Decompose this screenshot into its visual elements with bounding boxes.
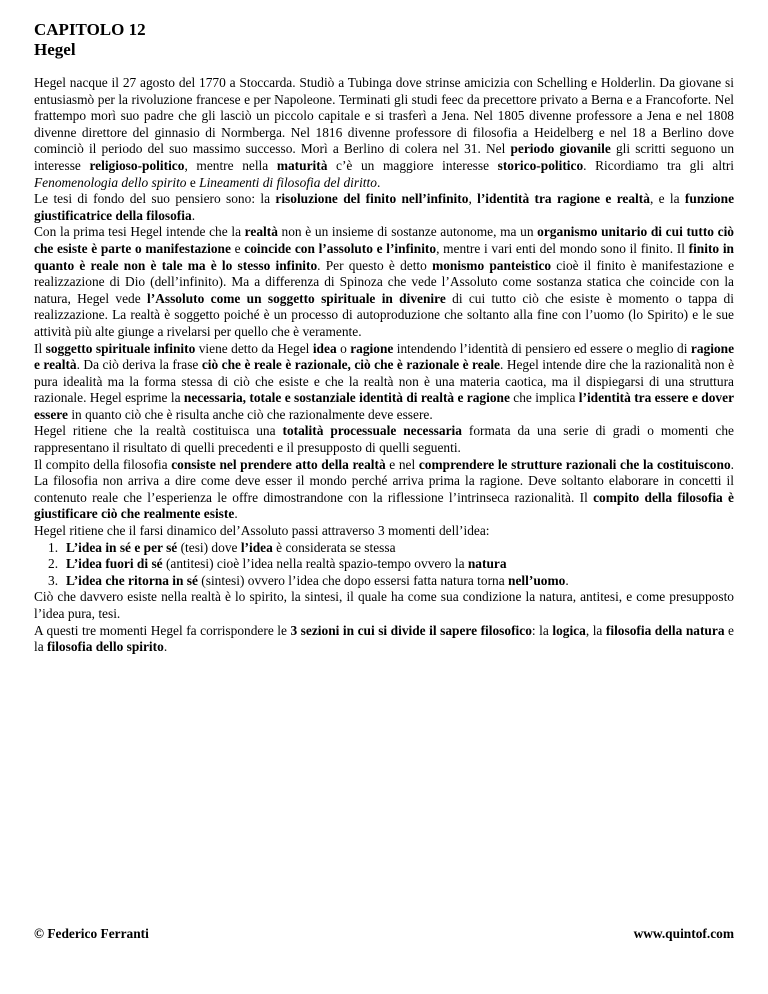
- bold-text: storico-politico: [497, 157, 584, 173]
- text-run: .: [234, 506, 238, 522]
- bold-text: risoluzione del finito nell’infinito: [275, 191, 469, 207]
- page-footer: [34, 926, 734, 942]
- text-run: Il: [34, 340, 46, 356]
- text-run: . Per questo è detto: [317, 257, 433, 273]
- list-number: 1.: [48, 539, 59, 555]
- text-run: . Hegel intende dire che la razionalità non è pura idealità ma la forma stessa di ciò che esiste e che la realtà non è una materia caotica, ma il dispiegarsi di una struttura razionale. Hegel esprime la: [34, 357, 735, 406]
- paragraph-three-sections: [34, 623, 734, 656]
- text-run: .: [565, 572, 569, 588]
- bold-text: L’idea fuori di sé: [66, 556, 163, 572]
- text-run: e: [230, 240, 245, 256]
- bold-text: necessaria, totale e sostanziale identità di realtà e ragione: [183, 390, 510, 406]
- text-run: Il compito della filosofia: [34, 456, 172, 472]
- bold-text: monismo panteistico: [432, 257, 552, 273]
- text-run: gli scritti seguono un interesse: [34, 141, 735, 173]
- bold-text: l’Assoluto come un soggetto spirituale in divenire: [147, 290, 446, 306]
- chapter-title: Hegel: [34, 40, 76, 59]
- bold-text: coincide con l’assoluto e l’infinito: [244, 240, 437, 256]
- text-run: intendendo l’identità di pensiero ed essere o meglio di: [393, 340, 691, 356]
- text-run: A questi tre momenti Hegel fa corrispondere le: [34, 622, 291, 638]
- text-run: .: [376, 174, 381, 190]
- text-run: (antitesi) cioè l’idea nella realtà spazio-tempo ovvero la: [162, 556, 468, 572]
- text-run: cioè il finito è manifestazione e realizzazione di Dio (dell’infinito). Ma a differenza di Spinoza che vede l’Assoluto come sostanza statica che coincide con la natura, Hegel vede: [34, 257, 735, 306]
- text-run: e nel: [385, 456, 419, 472]
- bold-text: realtà: [244, 224, 278, 240]
- bold-text: L’idea che ritorna in sé: [66, 572, 198, 588]
- text-run: viene detto da Hegel: [195, 340, 313, 356]
- document-page: [34, 20, 734, 656]
- bold-text: funzione giustificatrice della filosofia: [34, 191, 735, 223]
- bold-text: periodo giovanile: [510, 141, 611, 157]
- text-run: (sintesi) ovvero l’idea che dopo essersi fatta natura torna: [197, 572, 509, 588]
- text-run: , e la: [649, 191, 685, 207]
- text-run: ,: [468, 191, 478, 207]
- bold-text: 3 sezioni in cui si divide il sapere filosofico: [290, 622, 532, 638]
- text-run: in quanto ciò che è risulta anche ciò che razionalmente deve essere.: [67, 406, 433, 422]
- bold-text: nell’uomo: [508, 572, 566, 588]
- bold-text: filosofia della natura: [605, 622, 725, 638]
- bold-text: totalità processuale necessaria: [282, 423, 462, 439]
- text-run: Le tesi di fondo del suo pensiero sono: la: [34, 191, 276, 207]
- text-run: e: [186, 174, 200, 190]
- text-run: e la: [34, 622, 734, 655]
- bold-text: compito della filosofia è giustificare ciò che realmente esiste: [34, 489, 734, 522]
- list-item: [34, 556, 734, 573]
- text-run: : la: [531, 622, 553, 638]
- bold-text: l’identità tra essere e dover essere: [34, 390, 735, 422]
- bold-text: L’idea in sé e per sé: [66, 539, 178, 555]
- paragraph-philosophy-task: [34, 457, 734, 523]
- text-run: Hegel nacque il 27 agosto del 1770 a Stoccarda. Studiò a Tubinga dove strinse amicizia con Schelling e Holderlin. Da giovane si entusiasmò per la rivoluzione francese e per Napoleone. Terminati gli studi feec da precettore privato a Berna e a Francoforte. Nel frattempo morì suo padre che gli lasciò un piccolo capitale e si trasferì a Jena. Nel 1805 divenne professore a Jena e nel 1808 divenne direttore del ginnasio di Normberga. Nel 1816 divenne professore di filosofia a Heidelberg e nel 18 a Berlino dove cominciò il periodo del suo massimo successo. Morì a Berlino di colera nel 31. Nel: [34, 75, 734, 157]
- text-run: .: [163, 639, 168, 655]
- bold-text: organismo unitario di cui tutto ciò che esiste è parte o manifestazione: [34, 224, 734, 256]
- text-run: non è un insieme di sostanze autonome, ma un: [277, 224, 538, 240]
- bold-text: ragione: [350, 340, 394, 356]
- text-run: . Da ciò deriva la frase: [76, 357, 202, 373]
- text-run: , la: [585, 622, 606, 638]
- text-run: .: [191, 207, 196, 223]
- text-run: c’è un maggiore interesse: [327, 157, 498, 173]
- bold-text: finito in quanto è reale non è tale ma è lo stesso infinito: [34, 240, 734, 273]
- paragraph-spirit-synthesis: [34, 589, 734, 622]
- list-item: [34, 540, 734, 557]
- text-run: o: [336, 340, 351, 356]
- text-run: (tesi) dove: [177, 539, 241, 555]
- bold-text: consiste nel prendere atto della realtà: [171, 456, 386, 472]
- list-item: [34, 573, 734, 590]
- text-run: Ciò che davvero esiste nella realtà è lo spirito, la sintesi, il quale ha come sua condizione la natura, antitesi, e come presupposto l’idea pura, tesi.: [34, 589, 734, 621]
- text-run: Con la prima tesi Hegel intende che la: [34, 224, 245, 240]
- three-moments-list: [34, 540, 734, 590]
- paragraph-spiritual-subject: [34, 341, 734, 424]
- bold-text: comprendere le strutture razionali che la costituiscono: [418, 456, 731, 472]
- list-number: 3.: [48, 572, 59, 588]
- text-run: formata da una serie di gradi o momenti che rappresentano il risultato di quelli precedenti e il presupposto di quelli seguenti.: [34, 423, 734, 456]
- text-run: , mentre nella: [184, 157, 277, 173]
- bold-text: natura: [467, 556, 507, 572]
- text-run: . La filosofia non arriva a dire come deve esser il mondo perché arriva prima la ragione. Deve soltanto elaborare in concetti il contenuto reale che l’esperienza le offre dimostrandone con la riflessione l’intrinseca razionalità. Il: [34, 456, 735, 505]
- italic-text: Fenomenologia dello spirito: [34, 174, 187, 190]
- bold-text: ciò che è reale è razionale, ciò che è razionale è reale: [201, 357, 501, 373]
- bold-text: logica: [552, 622, 586, 638]
- chapter-number: CAPITOLO 12: [34, 20, 146, 39]
- text-run: Hegel ritiene che la realtà costituisca una: [34, 423, 283, 439]
- paragraph-three-moments-intro: [34, 523, 734, 540]
- text-run: che implica: [509, 390, 579, 406]
- footer-website: www.quintof.com: [633, 926, 734, 941]
- bold-text: religioso-politico: [89, 157, 185, 173]
- text-run: , mentre i vari enti del mondo sono il finito. Il: [436, 240, 689, 256]
- bold-text: soggetto spirituale infinito: [45, 340, 196, 356]
- document-body: [34, 75, 734, 656]
- paragraph-theses: [34, 191, 734, 224]
- footer-author: © Federico Ferranti: [34, 926, 149, 941]
- paragraph-first-thesis: [34, 224, 734, 340]
- bold-text: ragione e realtà: [34, 340, 735, 373]
- paragraph-processual-totality: [34, 423, 734, 456]
- text-run: . Ricordiamo tra gli altri: [583, 157, 734, 173]
- list-number: 2.: [48, 556, 59, 572]
- text-run: di cui tutto ciò che esiste è momento o tappa di realizzazione. La realtà è soggetto poiché è un processo di autoproduzione che soltanto alla fine con l’uomo (lo Spirito) e le sue attività più alte giunge a rivelarsi per quello che è veramente.: [34, 290, 734, 339]
- bold-text: l’idea: [240, 539, 273, 555]
- text-run: è considerata se stessa: [272, 539, 396, 555]
- bold-text: idea: [312, 340, 337, 356]
- bold-text: l’identità tra ragione e realtà: [477, 191, 650, 207]
- bold-text: filosofia dello spirito: [47, 639, 164, 655]
- text-run: Hegel ritiene che il farsi dinamico del’Assoluto passi attraverso 3 momenti dell’idea:: [34, 523, 490, 539]
- paragraph-biography: [34, 75, 734, 191]
- bold-text: maturità: [276, 157, 328, 173]
- italic-text: Lineamenti di filosofia del diritto: [199, 174, 377, 190]
